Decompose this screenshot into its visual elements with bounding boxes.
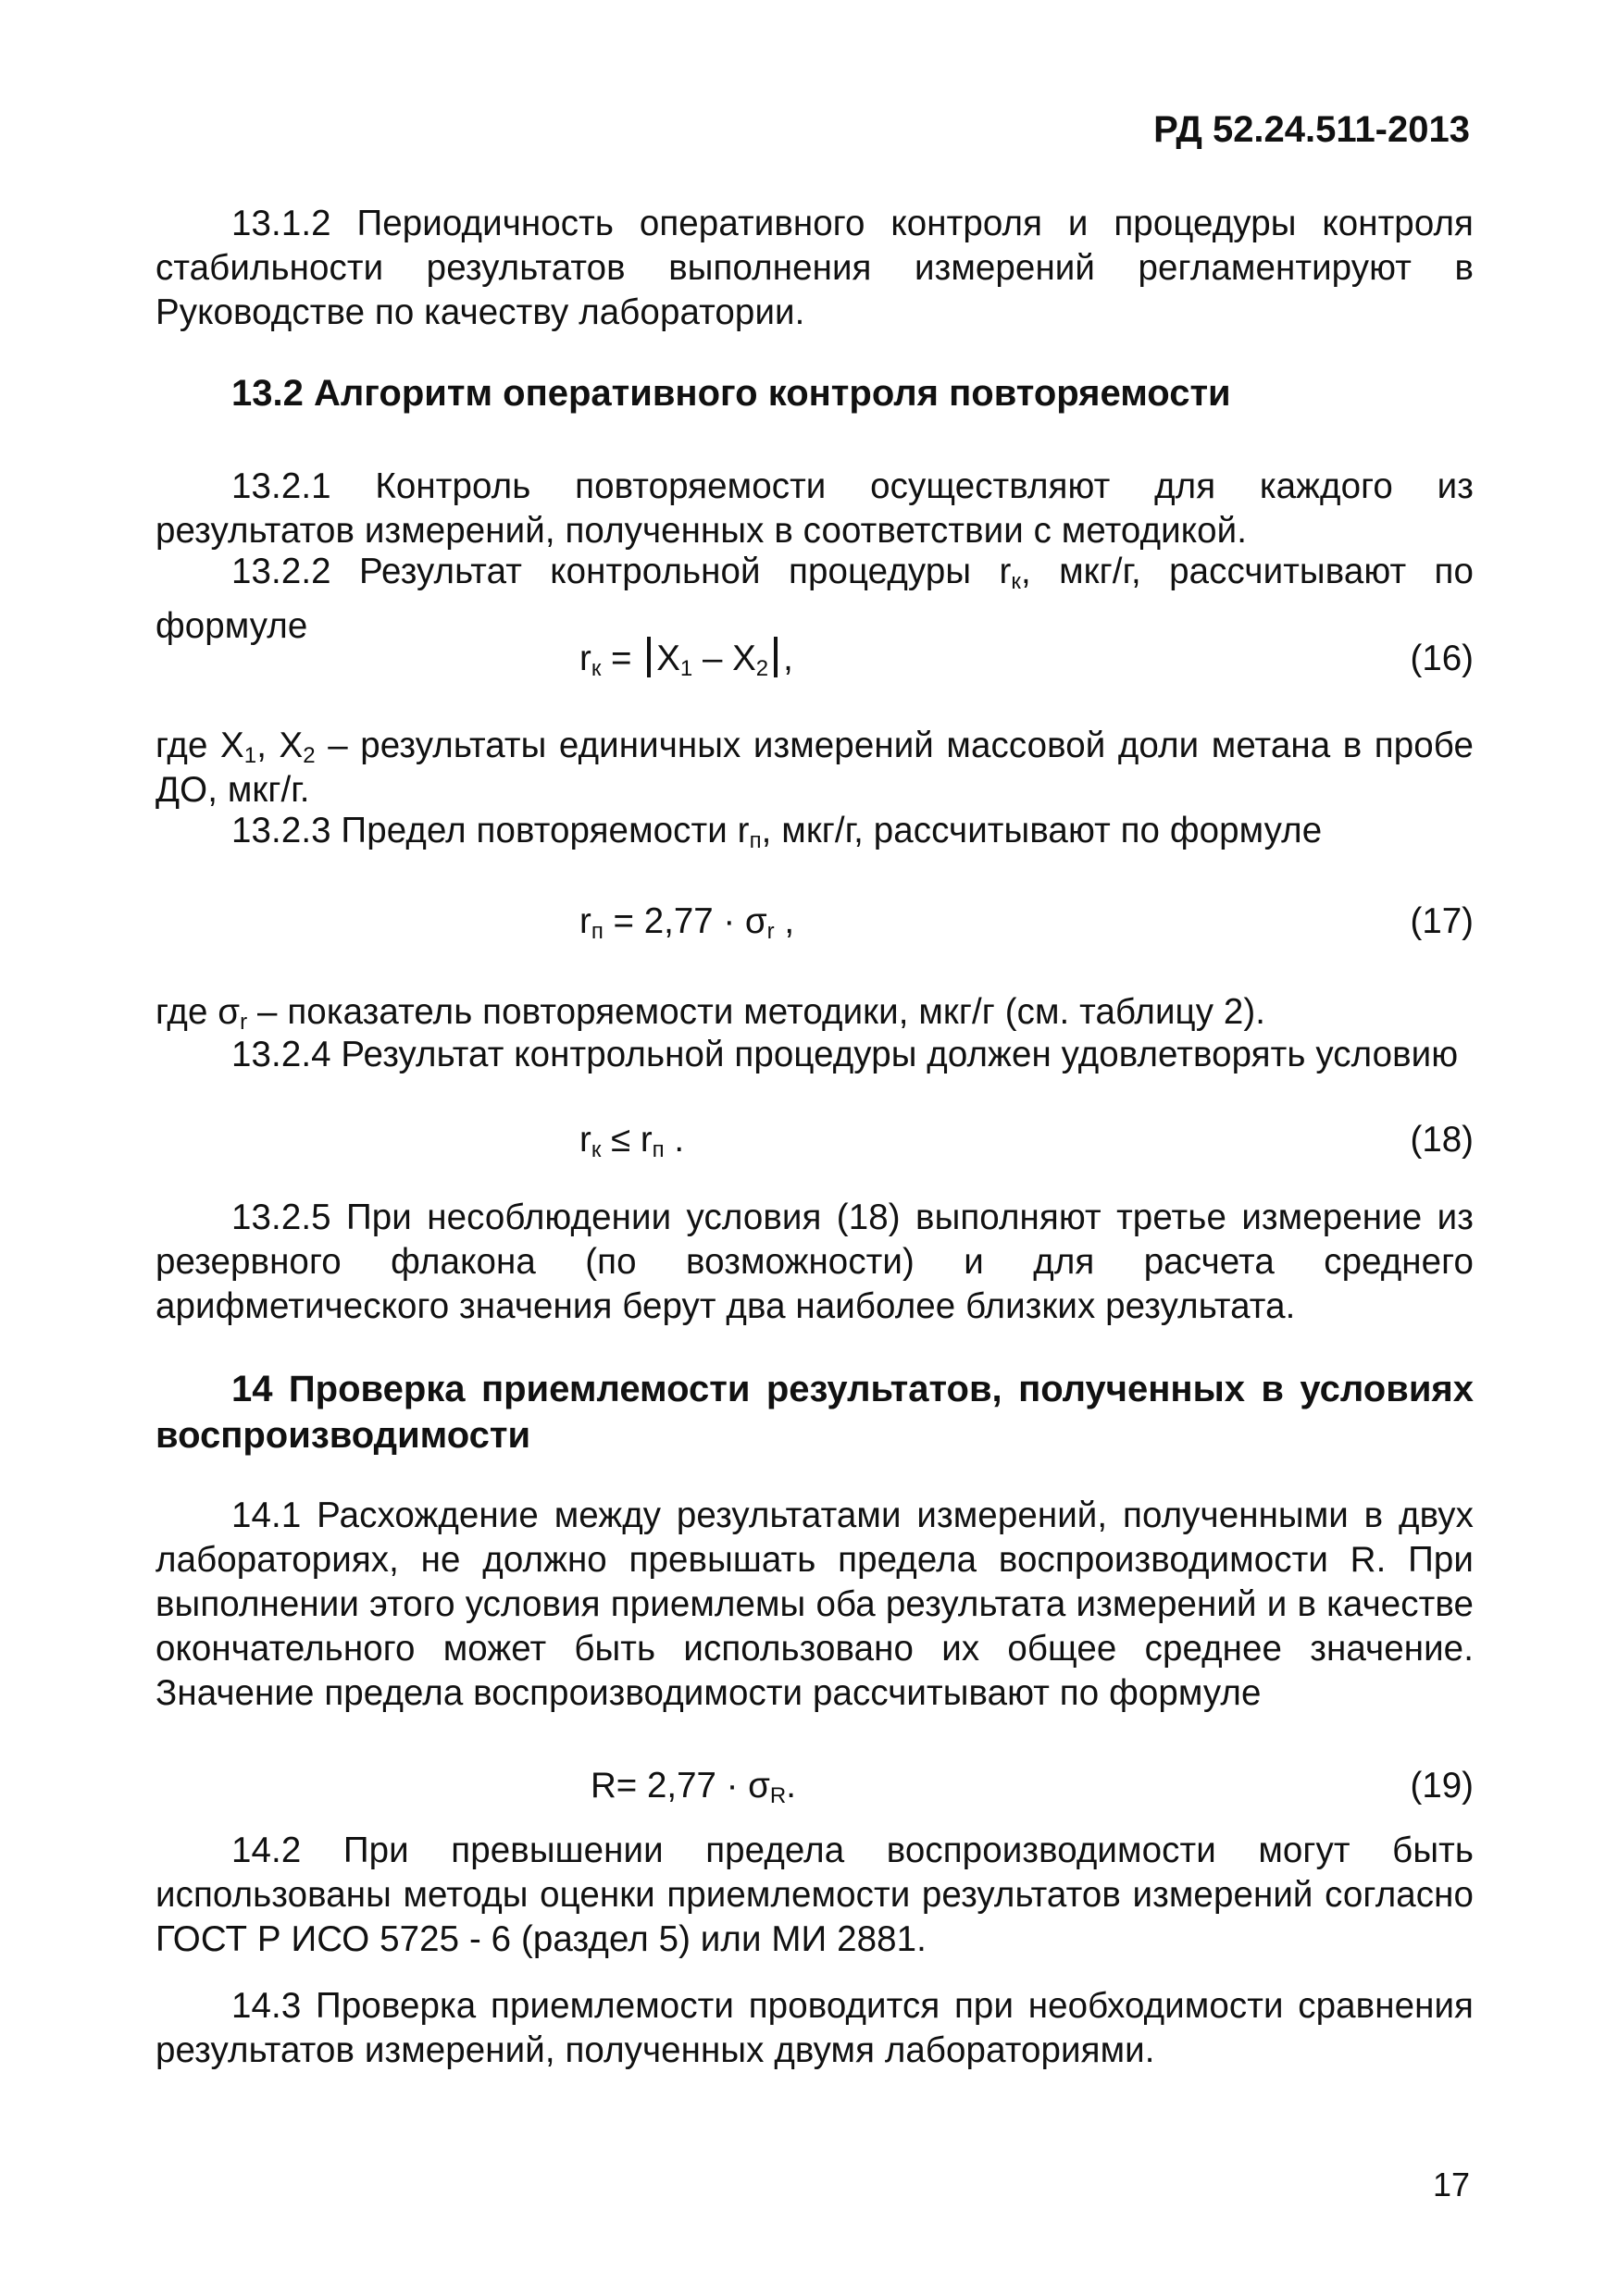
formula-18: $r_к \le r_п$ . bbox=[579, 1120, 685, 1162]
formula-16: $r_к = X_1 - X_2$ , bbox=[579, 639, 793, 681]
paragraph-14-1: 14.1 Расхождение между результатами измерений, полученными в двух лабораториях, не должно превышать предела воспроизводимости R. При выполнении этого условия приемлемы оба результата измерений и в качестве окончательного может быть использовано их общее среднее значение. Значение предела воспроизводимости рассчитывают по формуле bbox=[156, 1496, 1474, 1713]
abs-bar-left bbox=[647, 637, 651, 677]
abs-bar-right bbox=[774, 637, 778, 677]
paragraph-13-1-2: 13.1.2 Периодичность оперативного контроля и процедуры контроля стабильности результатов выполнения измерений регламентируют в Руководстве по качеству лаборатории. bbox=[156, 204, 1474, 332]
equation-number-17: (17) bbox=[1410, 901, 1474, 941]
equation-number-18: (18) bbox=[1410, 1120, 1474, 1160]
paragraph-13-2-4: 13.2.4 Результат контрольной процедуры должен удовлетворять условию bbox=[231, 1035, 1459, 1074]
formula-19: $R= 2,77 \cdot \sigma_R$. bbox=[591, 1766, 796, 1808]
heading-13-2: 13.2 Алгоритм оперативного контроля повторяемости bbox=[231, 373, 1231, 414]
paragraph-13-2-5: 13.2.5 При несоблюдении условия (18) выполняют третье измерение из резервного флакона (по возможности) и для расчета среднего арифметического значения берут два наиболее близких результата. bbox=[156, 1198, 1474, 1326]
document-code: РД 52.24.511-2013 bbox=[1153, 109, 1470, 150]
paragraph-where-17: где $\sigma_r$ – показатель повторяемости методики, мкг/г (см. таблицу 2). bbox=[156, 992, 1266, 1035]
heading-14: 14 Проверка приемлемости результатов, полученных в условиях воспроизводимости bbox=[156, 1369, 1474, 1456]
paragraph-13-2-2: 13.2.2 Результат контрольной процедуры rк, мкг/г, рассчитывают по формуле bbox=[156, 552, 1474, 646]
equation-number-16: (16) bbox=[1410, 639, 1474, 678]
paragraph-where-16: где $X_1$, $X_2$ – результаты единичных измерений массовой доли метана в пробе ДО, мкг/г. bbox=[156, 726, 1474, 810]
equation-number-19: (19) bbox=[1410, 1766, 1474, 1806]
paragraph-14-3: 14.3 Проверка приемлемости проводится при необходимости сравнения результатов измерений, полученных двумя лабораториями. bbox=[156, 1986, 1474, 2070]
page-number: 17 bbox=[1432, 2166, 1470, 2203]
paragraph-13-2-3: 13.2.3 Предел повторяемости rп, мкг/г, рассчитывают по формуле bbox=[231, 811, 1323, 853]
formula-17: $r_п = 2,77 \cdot \sigma_r$ , bbox=[579, 901, 795, 944]
paragraph-14-2: 14.2 При превышении предела воспроизводимости могут быть использованы методы оценки приемлемости результатов измерений согласно ГОСТ Р ИСО 5725 - 6 (раздел 5) или МИ 2881. bbox=[156, 1831, 1474, 1959]
paragraph-13-2-1: 13.2.1 Контроль повторяемости осуществляют для каждого из результатов измерений, полученных в соответствии с методикой. bbox=[156, 466, 1474, 551]
